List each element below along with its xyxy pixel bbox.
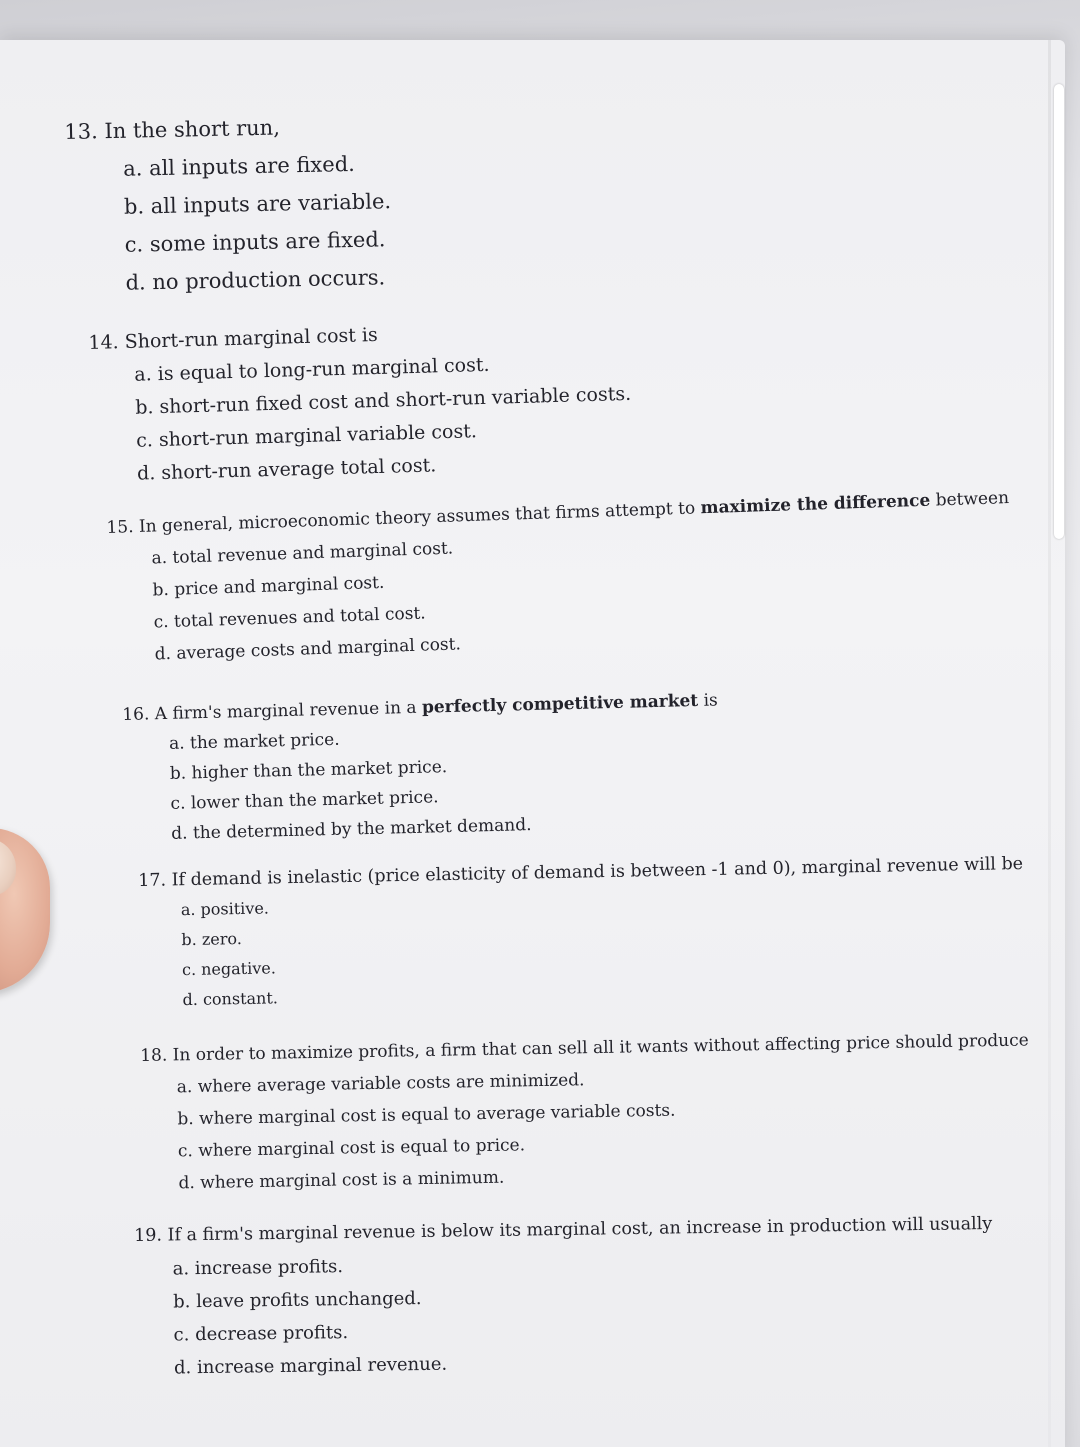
option-b: b. short-run fixed cost and short-run variable costs. (134, 382, 632, 419)
option-b: b. leave profits unchanged. (173, 1287, 422, 1313)
option-d: d. short-run average total cost. (136, 454, 437, 485)
option-c: c. where marginal cost is equal to price. (177, 1135, 526, 1162)
option-c: c. lower than the market price. (170, 787, 439, 814)
fingernail (0, 838, 16, 896)
scrollbar-thumb[interactable] (1054, 84, 1064, 539)
option-b: b. zero. (181, 929, 242, 950)
option-d: d. average costs and marginal cost. (154, 634, 462, 665)
option-a: a. the market price. (168, 729, 340, 754)
option-b: b. where marginal cost is equal to average variable costs. (177, 1100, 676, 1130)
option-a: a. total revenue and marginal cost. (151, 538, 454, 569)
question-14 (88, 312, 633, 492)
option-c: c. short-run marginal variable cost. (135, 420, 478, 452)
option-a: a. is equal to long-run marginal cost. (134, 353, 490, 386)
option-a: a. where average variable costs are minimized. (176, 1070, 585, 1098)
question-15 (106, 482, 1014, 672)
option-c: c. decrease profits. (173, 1322, 349, 1346)
question-16 (122, 685, 721, 850)
stem-text: 17. If demand is inelastic (price elasticity of demand is between -1 and 0), marginal revenue will be (138, 854, 1024, 891)
question-19 (134, 1208, 994, 1385)
paper-edge (1048, 40, 1051, 1447)
option-c: c. some inputs are fixed. (124, 227, 386, 257)
option-c: c. negative. (181, 958, 276, 980)
option-d: d. no production occurs. (125, 265, 386, 295)
stem-text: 14. Short-run marginal cost is (88, 323, 379, 354)
option-d: d. the determined by the market demand. (171, 815, 532, 844)
question-17 (138, 849, 1026, 1016)
stem-text: 19. If a firm's marginal revenue is below its marginal cost, an increase in production will usually (134, 1214, 993, 1246)
stem-emphasis: perfectly competitive market (421, 690, 699, 718)
stem-text: 13. In the short run, (64, 115, 281, 144)
option-a: a. all inputs are fixed. (122, 151, 356, 181)
question-18 (140, 1024, 1031, 1199)
stem-text: is (697, 690, 718, 711)
option-c: c. total revenues and total cost. (153, 603, 426, 633)
stem-emphasis: maximize the difference (700, 490, 931, 519)
option-a: a. increase profits. (172, 1256, 344, 1280)
stem-text: 15. In general, microeconomic theory assumes that firms attempt to (106, 498, 701, 538)
stem-text: between (929, 488, 1010, 511)
option-d: d. constant. (182, 988, 279, 1010)
option-b: b. all inputs are variable. (123, 189, 392, 219)
question-13 (64, 106, 393, 303)
option-b: b. higher than the market price. (169, 757, 448, 784)
option-a: a. positive. (180, 898, 270, 920)
option-b: b. price and marginal cost. (152, 572, 385, 601)
option-d: d. where marginal cost is a minimum. (178, 1167, 505, 1194)
stem-text: 18. In order to maximize profits, a firm that can sell all it wants without affecting price should produce (140, 1030, 1029, 1066)
stem-text: 16. A firm's marginal revenue in a (122, 697, 423, 725)
option-d: d. increase marginal revenue. (173, 1353, 448, 1379)
